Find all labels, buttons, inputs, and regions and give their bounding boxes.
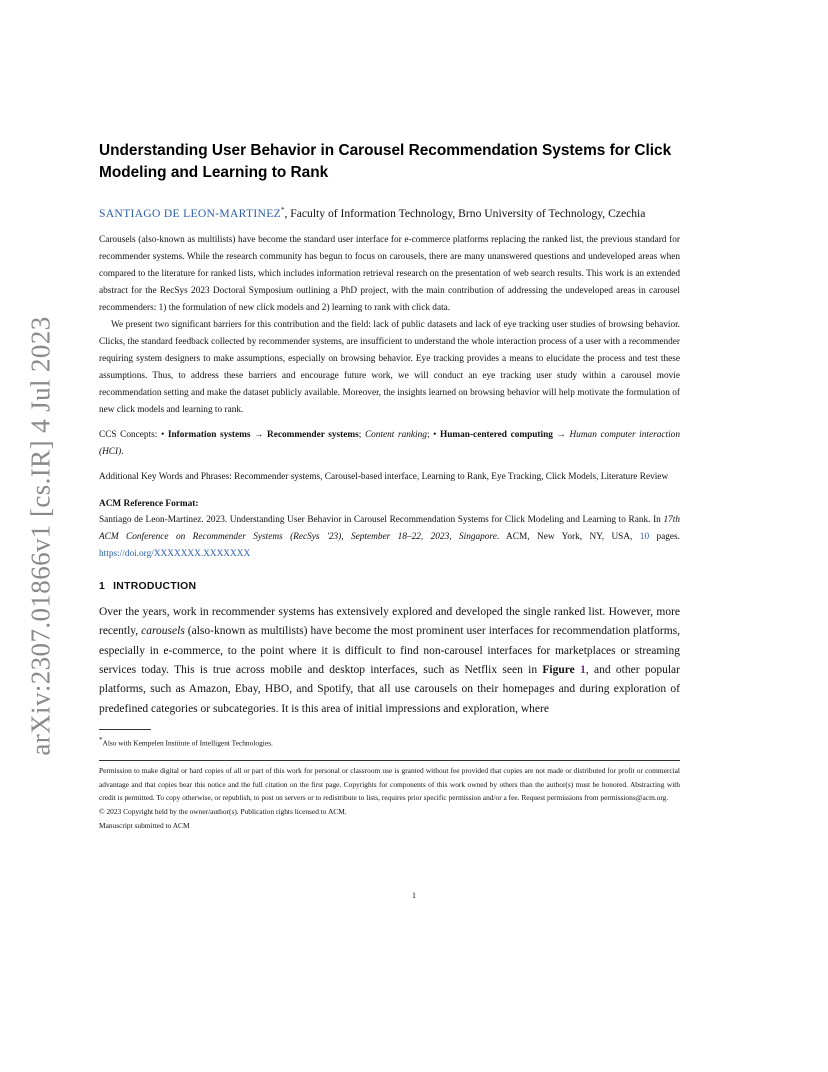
permission-text: Permission to make digital or hard copies of all or part of this work for personal or classroom use is granted without fee provided that copies are not made or distributed for profit or commercial advantage and that copies bear this notice and the full citation on the first page. Copyrights for components of this work owned by others than the author(s) must be honored. Abstracting with credit is permitted. To copy otherwise, or republish, to post on servers or to redistribute to lists, requires prior specific permission and/or a fee. Request permissions from permissions@acm.org.	[99, 765, 680, 803]
manuscript-line: Manuscript submitted to ACM	[99, 820, 190, 830]
intro-text-c: , and other popular platforms, such as Amazon, Ebay, HBO, and Spotify, that all use carousels on their homepages and during exploration of predefined categories or subcategories. It is this area of initial impressions and exploration, where	[99, 664, 680, 715]
paper-page	[99, 140, 680, 833]
section-title: INTRODUCTION	[113, 580, 197, 592]
intro-text-a: Over the years, work in recommender systems has extensively explored and developed the single ranked list. However, more recently,	[99, 605, 680, 638]
ccs-concepts	[99, 427, 680, 461]
footnote-divider	[99, 729, 151, 730]
ccs-subconcept-2: Human computer interaction (HCI)	[99, 429, 680, 457]
reference-format	[99, 512, 680, 563]
ccs-bullet: •	[160, 429, 168, 440]
author-line	[99, 202, 680, 222]
author-footnote-mark: *	[280, 206, 285, 214]
abstract-paragraph-2: We present two significant barriers for this contribution and the field: lack of public datasets and lack of eye tracking user studies of browsing behavior. Clicks, the standard feedback collected by recommender systems, are insufficient to understand the whole interaction process of a user with a recommender requiring system designers to make assumptions, especially on browsing behavior. Eye tracking provides a means to elucidate the process and test these assumptions. Thus, to address these barriers and encourage future work, we will conduct an eye tracking user study within a carousel movie recommendation setting and make the dataset publicly available. Moreover, the insights learned on browsing behavior will help motivate the formulation of new click models and learning to rank.	[99, 319, 680, 415]
reference-text-c: pages.	[649, 531, 680, 542]
reference-text-b: . ACM, New York, NY, USA,	[496, 531, 640, 542]
reference-venue: 17th ACM Conference on Recommender Systems (RecSys '23), September 18–22, 2023, Singapore	[99, 514, 680, 542]
pages-link[interactable]: 10	[639, 531, 650, 542]
abstract	[99, 232, 680, 419]
copyright-line: © 2023 Copyright held by the owner/author(s). Publication rights licensed to ACM.	[99, 807, 347, 817]
author-name[interactable]: SANTIAGO DE LEON-MARTINEZ	[99, 206, 281, 220]
arxiv-identifier: arXiv:2307.01866v1 [cs.IR] 4 Jul 2023	[25, 316, 56, 756]
author-affiliation: , Faculty of Information Technology, Brno University of Technology, Czechia	[284, 206, 646, 220]
permission-divider	[99, 760, 680, 761]
intro-carousels-term: carousels	[141, 625, 185, 638]
figure-word: Figure	[542, 664, 581, 677]
ccs-end: .	[121, 446, 124, 457]
footnote-text: Also with Kempelen Institute of Intelligent Technologies.	[102, 738, 273, 748]
ccs-label: CCS Concepts:	[99, 429, 161, 440]
intro-text-b: (also-known as multilists) have become the most prominent user interfaces for recommendation platforms, especially in e-commerce, to the point where it is difficult to find non-carousel interfaces for marketplaces or streaming services today. This is true across mobile and desktop interfaces, such as Netflix seen in	[99, 625, 680, 677]
arxiv-sidebar	[18, 312, 64, 760]
keywords: Additional Key Words and Phrases: Recommender systems, Carousel-based interface, Learning to Rank, Eye Tracking, Click Models, Literature Review	[99, 471, 669, 482]
section-heading	[99, 579, 680, 595]
figure-1-link[interactable]: 1	[580, 664, 586, 677]
footnote-mark: *	[99, 736, 103, 745]
ccs-separator-2: ; •	[426, 429, 440, 440]
paper-title: Understanding User Behavior in Carousel Recommendation Systems for Click Modeling and Learning to Rank	[99, 142, 672, 181]
section-number: 1	[99, 580, 106, 592]
ccs-separator-1: ;	[358, 429, 365, 440]
ccs-concept-2: Human-centered computing	[440, 429, 553, 440]
introduction-paragraph	[99, 603, 680, 719]
permission-notice	[99, 764, 680, 833]
ccs-subconcept-1: Content ranking	[364, 429, 427, 440]
ccs-arrow: →	[552, 429, 570, 440]
ccs-concept-1: Information systems → Recommender systems	[167, 429, 359, 440]
abstract-paragraph-1: Carousels (also-known as multilists) have become the standard user interface for e-commerce platforms replacing the ranked list, the previous standard for recommender systems. While the research community has begun to focus on carousels, there are many unanswered questions and undeveloped areas when compared to the literature for ranked lists, which includes information retrieval research on the presentation of web search results. This work is an extended abstract for the RecSys 2023 Doctoral Symposium outlining a PhD project, with the main contribution of addressing the undeveloped areas in carousel recommenders: 1) the formulation of new click models and 2) learning to rank with click data.	[99, 234, 680, 313]
page-number: 1	[412, 891, 416, 900]
footnote	[99, 734, 680, 749]
reference-text-a: Santiago de Leon-Martinez. 2023. Understanding User Behavior in Carousel Recommendation Systems for Click Modeling and Learning to Rank. In	[99, 514, 664, 525]
reference-heading: ACM Reference Format:	[99, 498, 199, 509]
doi-link[interactable]: https://doi.org/XXXXXXX.XXXXXXX	[99, 548, 251, 559]
